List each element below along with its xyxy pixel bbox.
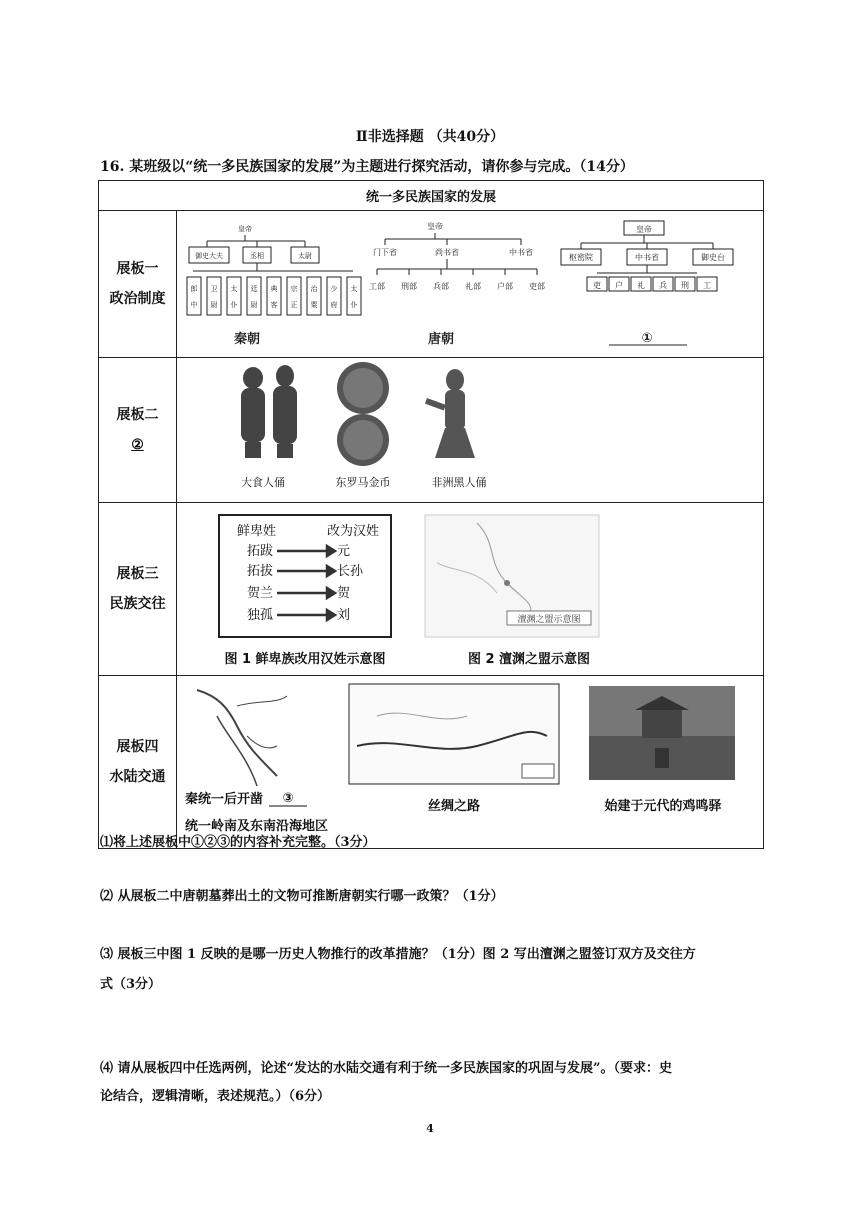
qin-bottom-4-char-1: 客 <box>270 301 278 309</box>
surname-from-1: 拓拔 <box>247 564 274 579</box>
third-mid-0: 枢密院 <box>569 253 593 262</box>
qin-bottom-6-char-1: 粟 <box>310 301 318 309</box>
sub-question-4-line2: 论结合，逻辑清晰，表述规范。）（6分） <box>100 1089 331 1104</box>
chanyuan-map <box>425 515 599 637</box>
table-title: 统一多民族国家的发展 <box>99 181 764 211</box>
qin-bottom-boxes <box>187 277 361 315</box>
sub-question-2: ⑵ 从展板二中唐朝墓葬出土的文物可推断唐朝实行哪一政策？（1分） <box>100 889 504 904</box>
qin-bottom-2-char-1: 仆 <box>230 301 238 309</box>
qin-bottom-5-char-0: 宗 <box>290 285 298 293</box>
panel1-label-line2: 政治制度 <box>109 291 166 307</box>
third-chart <box>561 221 733 346</box>
qin-mid-2: 太尉 <box>298 252 312 260</box>
silk-road-caption: 丝绸之路 <box>427 799 481 814</box>
surname-to-3: 刘 <box>337 608 351 623</box>
tang-bottom-0: 工部 <box>369 282 385 291</box>
lingqu-canal-map <box>197 690 287 786</box>
tang-top: 皇帝 <box>427 222 443 231</box>
third-bottom-4: 刑 <box>681 281 689 290</box>
question-16: 16. 某班级以“统一多民族国家的发展”为主题进行探究活动，请你参与完成。（14分） <box>100 159 634 175</box>
qin-bottom-7-char-0: 少 <box>330 285 338 293</box>
chanyuan-map-label: 澶渊之盟示意图 <box>517 615 581 625</box>
qin-mid-0: 御史大夫 <box>195 252 223 260</box>
surname-from-2: 贺兰 <box>247 586 274 601</box>
arab-figurines-image <box>241 365 297 458</box>
surname-header-right: 改为汉姓 <box>327 524 380 539</box>
sub-question-3-line1: ⑶ 展板三中图 1 反映的是哪一历史人物推行的改革措施？（1分）图 2 写出澶渊之盟签订双方及交往方 <box>100 947 696 962</box>
tang-mid-1: 尚书省 <box>435 248 459 257</box>
third-top: 皇帝 <box>636 225 652 234</box>
fig1-caption: 图 1 鲜卑族改用汉姓示意图 <box>224 652 386 667</box>
qin-caption: 秦朝 <box>233 332 261 347</box>
panel3-label-line2: 民族交往 <box>109 596 166 612</box>
exhibit-table <box>98 180 764 849</box>
surname-to-1: 长孙 <box>337 564 364 579</box>
third-bottom-5: 工 <box>703 281 711 290</box>
tang-bottom-3: 礼部 <box>465 282 481 291</box>
roman-coins-image <box>337 362 389 466</box>
panel4-figures <box>177 676 763 844</box>
silk-road-map <box>349 684 559 784</box>
surname-to-2: 贺 <box>337 586 351 601</box>
qin-bottom-4-char-0: 典 <box>270 285 278 293</box>
surname-to-0: 元 <box>337 544 351 559</box>
qin-bottom-2-char-0: 太 <box>230 285 238 293</box>
panel1-content <box>177 211 764 358</box>
african-figurine-image <box>425 369 475 458</box>
canal-caption-line1: 秦统一后开凿 <box>185 792 264 807</box>
jiming-caption: 始建于元代的鸡鸣驿 <box>604 799 722 814</box>
third-bottom-0: 吏 <box>593 281 601 290</box>
qin-top: 皇帝 <box>238 225 252 233</box>
org-charts <box>177 211 763 353</box>
panel3-label <box>99 503 177 676</box>
qin-bottom-8-char-1: 仆 <box>350 301 358 309</box>
qin-bottom-1-char-0: 卫 <box>210 285 218 293</box>
qin-bottom-6-char-0: 治 <box>310 285 318 293</box>
surname-chart <box>219 515 391 637</box>
qin-bottom-8-char-0: 太 <box>350 285 358 293</box>
panel3-figures <box>177 503 763 671</box>
panel2-content <box>177 358 764 503</box>
canal-caption-line2: 统一岭南及东南沿海地区 <box>185 819 329 834</box>
tang-chart <box>369 221 545 347</box>
qin-bottom-1-char-1: 尉 <box>210 301 218 309</box>
surname-arrows <box>277 546 335 620</box>
third-mid-1: 中书省 <box>635 253 659 262</box>
panel4-content <box>177 676 764 849</box>
panel4-label <box>99 676 177 849</box>
caption-arab-figurine: 大食人俑 <box>241 476 285 489</box>
tang-mid-2: 中书省 <box>509 248 533 257</box>
qin-chart <box>187 224 361 347</box>
panel2-label-line1: 展板二 <box>116 407 159 423</box>
section-title: Ⅱ非选择题 （共40分） <box>355 129 505 145</box>
tang-bottom-5: 吏部 <box>529 282 545 291</box>
panel3-content <box>177 503 764 676</box>
jiming-post-photo <box>589 686 735 780</box>
canal-caption-blank: ③ <box>282 791 294 806</box>
page-number: 4 <box>426 1122 434 1135</box>
tang-bottom-2: 兵部 <box>433 282 449 291</box>
tang-bottom-1: 刑部 <box>401 282 417 291</box>
sub-question-3-line2: 式（3分） <box>100 977 162 992</box>
surname-from-3: 独孤 <box>247 608 274 623</box>
panel4-label-line1: 展板四 <box>116 739 159 755</box>
caption-roman-coin: 东罗马金币 <box>335 476 391 489</box>
third-mid-2: 御史台 <box>701 253 725 262</box>
tang-caption: 唐朝 <box>427 332 455 347</box>
artifact-images <box>177 358 763 498</box>
third-bottom-2: 礼 <box>637 281 645 290</box>
qin-bottom-5-char-1: 正 <box>290 301 298 309</box>
panel2-label-blank: ② <box>131 437 144 453</box>
tang-mid-0: 门下省 <box>373 248 397 257</box>
third-bottom-3: 兵 <box>659 281 667 290</box>
panel3-label-line1: 展板三 <box>116 566 159 582</box>
tang-bottom-4: 户部 <box>497 282 513 291</box>
caption-african-figurine: 非洲黑人俑 <box>431 476 487 489</box>
third-caption-blank: ① <box>641 331 653 346</box>
panel2-label <box>99 358 177 503</box>
surname-from-0: 拓跋 <box>247 544 274 559</box>
qin-mid-1: 丞相 <box>250 252 264 260</box>
qin-bottom-0-char-1: 中 <box>190 301 198 309</box>
qin-bottom-0-char-0: 郎 <box>190 285 198 293</box>
panel1-label-line1: 展板一 <box>116 261 159 277</box>
qin-bottom-7-char-1: 府 <box>330 301 338 309</box>
sub-question-4-line1: ⑷ 请从展板四中任选两例，论述“发达的水陆交通有利于统一多民族国家的巩固与发展”。（要求：史 <box>100 1061 672 1076</box>
third-bottom-1: 户 <box>615 281 623 290</box>
surname-header-left: 鲜卑姓 <box>237 524 277 539</box>
qin-bottom-3-char-1: 尉 <box>250 301 258 309</box>
fig2-caption: 图 2 澶渊之盟示意图 <box>467 652 591 667</box>
qin-bottom-3-char-0: 廷 <box>250 285 258 293</box>
panel4-label-line2: 水陆交通 <box>109 769 166 785</box>
panel1-label <box>99 211 177 358</box>
sub-question-1: ⑴将上述展板中①②③的内容补充完整。（3分） <box>100 835 376 850</box>
